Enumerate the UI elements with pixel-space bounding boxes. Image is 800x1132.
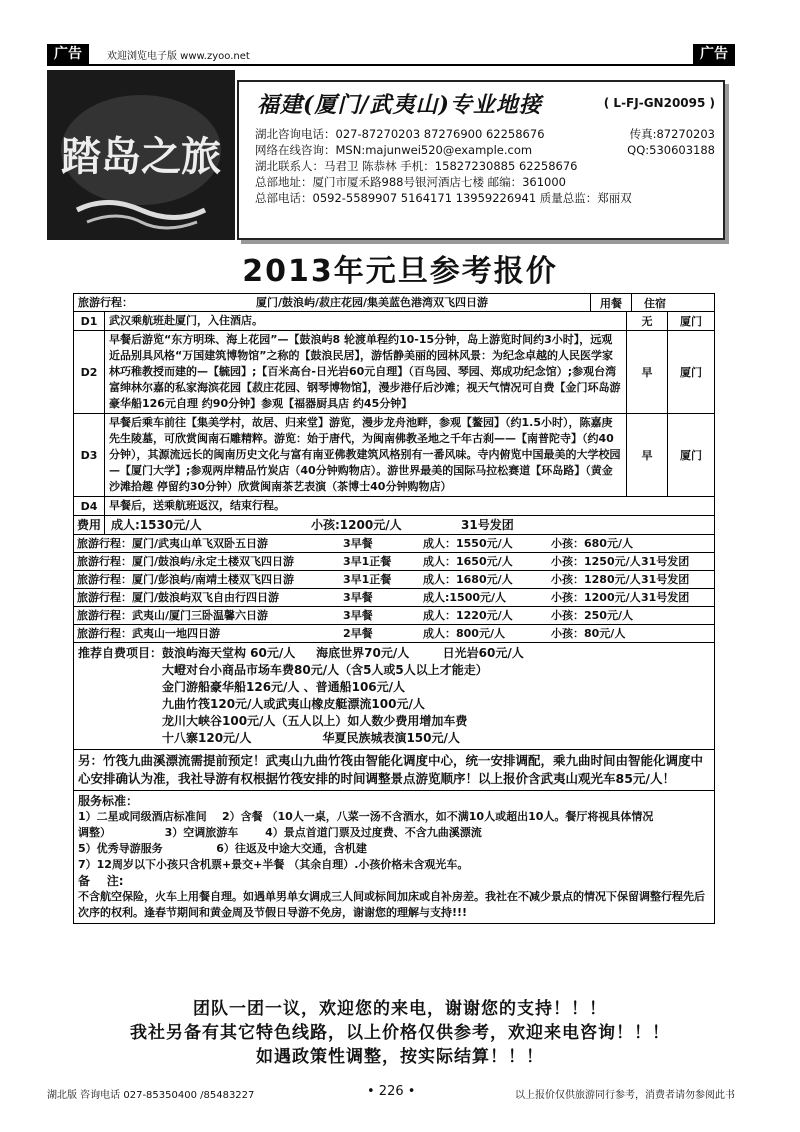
company-info-box	[237, 80, 725, 240]
welcome-text: 欢迎浏览电子版 www.zyoo.net	[107, 51, 250, 62]
day-meal: 早	[627, 414, 668, 496]
logo-graphic	[47, 70, 235, 240]
itinerary-table	[73, 293, 715, 924]
header-route	[74, 294, 591, 311]
service-line: 7）12周岁以下小孩只含机票+景交+半餐 （其余自理）.小孩价格未含观光车。	[78, 858, 469, 871]
day-desc: 武汉乘航班赴厦门，入住酒店。	[105, 312, 627, 330]
route-name: 旅游行程：厦门/武夷山单飞双卧五日游	[77, 537, 269, 550]
route-row	[74, 589, 714, 607]
day-hotel: 厦门	[680, 315, 702, 328]
header-label: 旅游行程：	[78, 296, 133, 309]
closing-line: 我社另备有其它特色线路，以上价格仅供参考，欢迎来电咨询！！！	[130, 1023, 670, 1043]
self-pay-section	[74, 643, 714, 750]
day-row	[74, 312, 714, 331]
day-meal: 早	[627, 331, 668, 413]
route-child-price: 小孩：250元/人	[551, 609, 633, 622]
footer-contact: 湖北版 咨询电话 027-85350400 /85483227	[47, 1090, 255, 1101]
footer-disclaimer: 以上报价仅供旅游同行参考，消费者请勿参阅此书	[515, 1090, 735, 1101]
route-child-price: 小孩：680元/人	[551, 537, 633, 550]
day-hotel: 厦门	[680, 449, 702, 462]
route-date	[641, 625, 701, 642]
route-row	[74, 535, 714, 553]
route-adult-price: 成人:1500元/人	[423, 591, 507, 604]
day-row	[74, 331, 714, 414]
route-meal: 3早餐	[343, 537, 373, 550]
service-line: 调整） 3）空调旅游车 4）景点首道门票及过度费、不含九曲溪漂流	[78, 826, 482, 839]
self-pay-line: 大嶝对台小商品市场车费80元/人（含5人或5人以上才能走）	[162, 663, 488, 677]
route-name: 旅游行程：厦门/鼓浪屿/永定土楼双飞四日游	[77, 555, 295, 568]
route-child-price: 小孩：1280元/人	[551, 573, 641, 586]
self-pay-line: 金门游船豪华船126元/人 、普通船106元/人	[162, 680, 406, 694]
top-bar	[47, 44, 735, 66]
route-adult-price: 成人：1650元/人	[423, 555, 513, 568]
closing-message	[0, 997, 800, 1069]
note-section	[74, 750, 714, 791]
route-row	[74, 571, 714, 589]
route-adult-price: 成人：800元/人	[423, 627, 505, 640]
day-desc: 早餐后游览“东方明珠、海上花园”—【鼓浪屿8 轮渡单程约10-15分钟，岛上游览时间约3小时】，远观近品别具风格“万国建筑博物馆”之称的【鼓浪民居】，游恬静美丽的园林风景：为纪念卓越的人民医学家林巧稚教授而建的—【毓园】;【百米高台-日光岩60元自理】（百鸟园、琴园、郑成功纪念馆）;参观台湾富绅林尔嘉的私家海滨花园【菽庄花园、钢琴博物馆】，漫步港仔后沙滩；视天气情况可自费【金门环岛游 豪华船126元自理 约90分钟】参观【福器厨具店 约45分钟】	[105, 331, 627, 413]
route-row	[74, 625, 714, 643]
closing-line: 如遇政策性调整，按实际结算！！！	[256, 1047, 544, 1067]
day-label: D3	[74, 414, 105, 496]
day-meal: 无	[627, 312, 668, 330]
route-date	[641, 607, 701, 624]
route-name: 旅游行程：厦门/彭浪屿/南靖土楼双飞四日游	[77, 573, 295, 586]
route-meal: 3早餐	[343, 591, 373, 604]
ad-tag-right: 广告	[693, 44, 735, 64]
day-row	[74, 497, 714, 516]
self-pay-line: 十八寨120元/人 华夏民族城表演150元/人	[162, 731, 460, 745]
day-label: D2	[74, 331, 105, 413]
route-child-price: 小孩：1250元/人	[551, 555, 641, 568]
route-adult-price: 成人：1680元/人	[423, 573, 513, 586]
route-meal: 2早餐	[343, 627, 373, 640]
header-route-name: 厦门/鼓浪屿/菽庄花园/集美蓝色港湾双飞四日游	[255, 296, 489, 309]
route-name: 旅游行程：武夷山/厦门三卧温馨六日游	[77, 609, 269, 622]
route-date	[641, 535, 701, 552]
header-hotel: 住宿	[644, 296, 666, 310]
remark-title: 备 注:	[78, 874, 124, 888]
route-meal: 3早1正餐	[343, 573, 392, 586]
self-pay-line: 九曲竹筏120元/人或武夷山橡皮艇漂流100元/人	[162, 697, 425, 711]
contact-row	[255, 158, 715, 174]
ad-tag-left: 广告	[47, 44, 89, 64]
company-slogan: 福建(厦门/武夷山)专业地接	[257, 92, 542, 118]
contact-line-right: 传真:87270203	[629, 127, 715, 141]
license-number: ( L-FJ-GN20095 )	[603, 96, 715, 110]
service-title: 服务标准：	[78, 794, 139, 808]
rafting-note: 另：竹筏九曲溪漂流需提前预定！武夷山九曲竹筏由智能化调度中心，统一安排调配，乘九曲时间由智能化调度中心安排确认为准，我社导游有权根据竹筏安排的时间调整景点游览顺序！以上报价含武夷山观光车85元/人！	[78, 753, 704, 786]
closing-line: 团队一团一议，欢迎您的来电，谢谢您的支持！！！	[193, 999, 607, 1019]
contact-line: 网络在线咨询：MSN:majunwei520@example.com	[255, 143, 533, 157]
fee-date: 31号发团	[461, 518, 514, 532]
route-date: 31号发团	[641, 555, 690, 568]
contact-list	[255, 126, 715, 206]
table-header	[74, 294, 714, 312]
header-meal: 用餐	[591, 294, 632, 311]
logo	[47, 70, 235, 240]
service-section	[74, 791, 714, 923]
contact-line: 总部电话：0592-5589907 5164171 13959226941 质量总监：郑丽双	[255, 191, 632, 205]
fee-adult: 成人:1530元/人	[111, 518, 202, 532]
remark-text: 不含航空保险，火车上用餐自理。如遇单男单女调成三人间或标间加床或自补房差。我社在不减少景点的情况下保留调整行程先后次序的权利。逢春节期间和黄金周及节假日导游不免房，谢谢您的理解与支持!!!	[78, 890, 705, 919]
logo-text: 踏岛之旅	[61, 133, 221, 180]
day-label: D1	[74, 312, 105, 330]
fee-child: 小孩:1200元/人	[311, 518, 402, 532]
day-desc: 早餐后乘车前往【集美学村，故居、归来堂】游览，漫步龙舟池畔，参观【鳌园】（约1.5小时），陈嘉庚先生陵墓，可欣赏闽南石雕精粹。游览：始于唐代，为闽南佛教圣地之千年古刹——【南普陀寺】（约40分钟），其源流远长的闽南历史文化与富有南亚佛教建筑风格别有一番风味。寺内俯览中国最美的大学校园—【厦门大学】;参观两岸精品竹炭店（40分钟购物店）。游世界最美的国际马拉松赛道【环岛路】（黄金沙滩拾趣 停留约30分钟）欣赏闽南茶艺表演（茶博士40分钟购物店）	[105, 414, 627, 496]
route-meal: 3早1正餐	[343, 555, 392, 568]
route-row	[74, 553, 714, 571]
contact-line-right: QQ:530603188	[627, 143, 715, 157]
route-child-price: 小孩：1200元/人	[551, 591, 641, 604]
day-hotel: 厦门	[680, 366, 702, 379]
route-meal: 3早餐	[343, 609, 373, 622]
fee-row	[74, 516, 714, 535]
day-row	[74, 414, 714, 497]
route-name: 旅游行程：厦门/鼓浪屿双飞自由行四日游	[77, 591, 280, 604]
page-number: • 226 •	[367, 1084, 416, 1099]
service-line: 1）二星或同级酒店标准间 2）含餐 （10人一桌，八菜一汤不含酒水，如不满10人或超出10人。餐厅将视具体情况	[78, 810, 654, 823]
contact-line: 湖北咨询电话：027-87270203 87276900 62258676	[255, 127, 545, 141]
route-row	[74, 607, 714, 625]
route-date: 31号发团	[641, 591, 690, 604]
service-line: 5）优秀导游服务 6）往返及中途大交通，含机建	[78, 842, 367, 855]
page-title: 2013年元旦参考报价	[242, 254, 558, 289]
contact-line: 总部地址：厦门市厦禾路988号银河酒店七楼 邮编：361000	[255, 175, 567, 189]
self-pay-line: 龙川大峡谷100元/人（五人以上）如人数少费用增加车费	[162, 714, 468, 728]
self-pay-line: 推荐自费项目：鼓浪屿海天堂构 60元/人 海底世界70元/人 日光岩60元/人	[78, 646, 524, 660]
contact-row	[255, 190, 715, 206]
day-desc: 早餐后，送乘航班返汉，结束行程。	[109, 499, 285, 512]
route-date: 31号发团	[641, 573, 690, 586]
contact-row	[255, 126, 715, 142]
route-child-price: 小孩：80元/人	[551, 627, 626, 640]
self-pay-block	[74, 643, 714, 749]
route-name: 旅游行程：武夷山一地四日游	[77, 627, 220, 640]
fee-label: 费用	[74, 516, 105, 534]
service-block	[74, 791, 714, 923]
contact-row	[255, 142, 715, 158]
day-label: D4	[74, 497, 105, 515]
company-header	[47, 70, 735, 240]
route-adult-price: 成人：1220元/人	[423, 609, 513, 622]
contact-row	[255, 174, 715, 190]
contact-line: 湖北联系人：马君卫 陈恭林 手机：15827230885 62258676	[255, 159, 578, 173]
route-adult-price: 成人：1550元/人	[423, 537, 513, 550]
